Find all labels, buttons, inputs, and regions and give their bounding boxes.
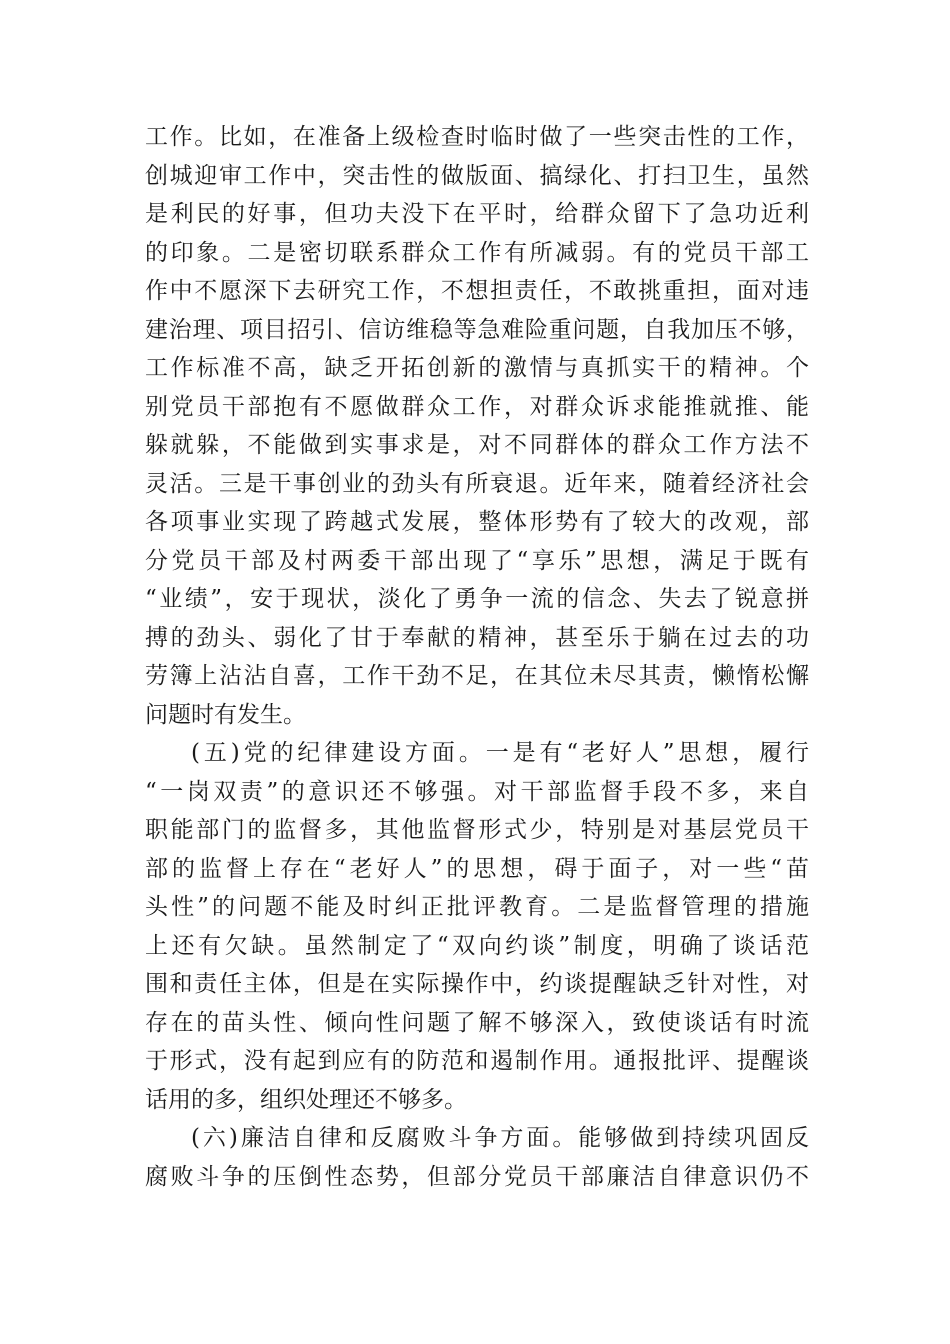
text-line: 创城迎审工作中，突击性的做版面、搞绿化、打扫卫生，虽然 [145, 162, 809, 189]
paragraph-first-line: (六)廉洁自律和反腐败斗争方面。能够做到持续巩固反 [191, 1125, 809, 1151]
text-line: “业绩”，安于现状，淡化了勇争一流的信念、失去了锐意拼 [145, 586, 809, 612]
text-line: 职能部门的监督多，其他监督形式少，特别是对基层党员干 [145, 817, 809, 843]
text-line: 建治理、项目招引、信访维稳等急难险重问题，自我加压不够， [145, 316, 809, 343]
document-body [145, 118, 809, 1196]
text-line: 别党员干部抱有不愿做群众工作，对群众诉求能推就推、能 [145, 393, 809, 420]
text-line: 搏的劲头、弱化了甘于奉献的精神，甚至乐于躺在过去的功 [145, 624, 809, 651]
text-line: 存在的苗头性、倾向性问题了解不够深入，致使谈话有时流 [145, 1009, 809, 1036]
text-line: “一岗双责”的意识还不够强。对干部监督手段不多，来自 [145, 778, 809, 805]
text-line: 灵活。三是干事创业的劲头有所衰退。近年来，随着经济社会 [145, 470, 809, 497]
text-line: 上还有欠缺。虽然制定了“双向约谈”制度，明确了谈话范 [145, 932, 809, 959]
text-line: 围和责任主体，但是在实际操作中，约谈提醒缺乏针对性，对 [145, 971, 809, 997]
text-line: 作中不愿深下去研究工作，不想担责任，不敢挑重担，面对违 [145, 278, 809, 304]
text-line: 头性”的问题不能及时纠正批评教育。二是监督管理的措施 [145, 894, 809, 920]
text-line: 话用的多，组织处理还不够多。 [145, 1086, 467, 1113]
text-line: 是利民的好事，但功夫没下在平时，给群众留下了急功近利 [145, 201, 809, 227]
text-line: 分党员干部及村两委干部出现了“享乐”思想，满足于既有 [145, 547, 809, 574]
text-line: 各项事业实现了跨越式发展，整体形势有了较大的改观，部 [145, 509, 809, 535]
text-line: 躲就躲，不能做到实事求是，对不同群体的群众工作方法不 [145, 432, 809, 458]
text-line: 问题时有发生。 [145, 701, 306, 728]
text-line: 于形式，没有起到应有的防范和遏制作用。通报批评、提醒谈 [145, 1048, 809, 1074]
text-line: 劳簿上沾沾自喜，工作干劲不足，在其位未尽其责，懒惰松懈 [145, 663, 809, 689]
paragraph-first-line: (五)党的纪律建设方面。一是有“老好人”思想，履行 [191, 740, 809, 766]
text-line: 腐败斗争的压倒性态势，但部分党员干部廉洁自律意识仍不 [145, 1163, 809, 1190]
text-line: 工作标准不高，缺乏开拓创新的激情与真抓实干的精神。个 [145, 355, 809, 381]
text-line: 的印象。二是密切联系群众工作有所减弱。有的党员干部工 [145, 239, 809, 266]
text-line: 工作。比如，在准备上级检查时临时做了一些突击性的工作， [145, 124, 809, 150]
text-line: 部的监督上存在“老好人”的思想，碍于面子，对一些“苗 [145, 855, 809, 882]
